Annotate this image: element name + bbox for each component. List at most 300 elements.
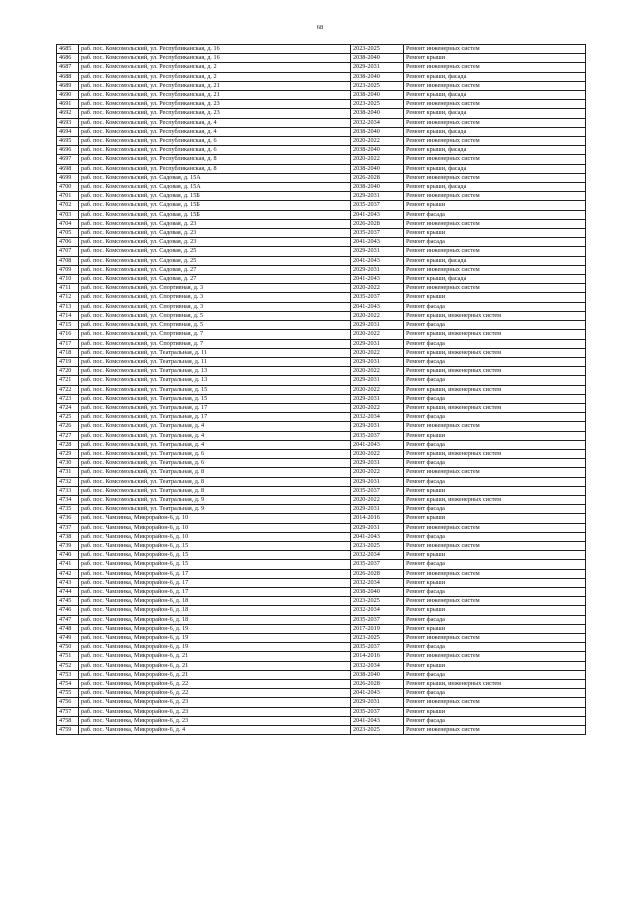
period-cell: 2020-2022: [351, 311, 404, 320]
table-row: [57, 45, 586, 54]
work-type-cell: Ремонт крыши, фасада: [404, 146, 586, 155]
work-type-cell: Ремонт инженерных систем: [404, 541, 586, 550]
work-type-cell: Ремонт фасада: [404, 321, 586, 330]
work-type-cell: Ремонт инженерных систем: [404, 81, 586, 90]
row-number-cell: 4759: [57, 726, 79, 735]
period-cell: 2038-2040: [351, 164, 404, 173]
period-cell: 2041-2043: [351, 256, 404, 265]
work-type-cell: Ремонт инженерных систем: [404, 698, 586, 707]
work-type-cell: Ремонт крыши, фасада: [404, 183, 586, 192]
period-cell: 2026-2028: [351, 680, 404, 689]
address-cell: раб. пос. Комсомольский, ул. Театральная, д. 13: [79, 376, 351, 385]
row-number-cell: 4723: [57, 394, 79, 403]
table-row: [57, 81, 586, 90]
period-cell: 2029-2031: [351, 192, 404, 201]
address-cell: раб. пос. Комсомольский, ул. Республиканская, д. 16: [79, 45, 351, 54]
work-type-cell: Ремонт инженерных систем: [404, 634, 586, 643]
row-number-cell: 4710: [57, 275, 79, 284]
row-number-cell: 4700: [57, 183, 79, 192]
table-row: [57, 91, 586, 100]
period-cell: 2020-2022: [351, 385, 404, 394]
table-row: [57, 284, 586, 293]
address-cell: раб. пос. Комсомольский, ул. Садовая, д. 15А: [79, 183, 351, 192]
work-type-cell: Ремонт фасада: [404, 505, 586, 514]
table-row: [57, 606, 586, 615]
address-cell: раб. пос. Комсомольский, ул. Театральная, д. 4: [79, 422, 351, 431]
table-row: [57, 523, 586, 532]
table-row: [57, 173, 586, 182]
row-number-cell: 4694: [57, 127, 79, 136]
row-number-cell: 4703: [57, 210, 79, 219]
address-cell: раб. пос. Комсомольский, ул. Театральная, д. 8: [79, 468, 351, 477]
period-cell: 2035-2037: [351, 560, 404, 569]
work-type-cell: Ремонт фасада: [404, 394, 586, 403]
row-number-cell: 4701: [57, 192, 79, 201]
address-cell: раб. пос. Комсомольский, ул. Республиканская, д. 8: [79, 164, 351, 173]
row-number-cell: 4704: [57, 219, 79, 228]
period-cell: 2023-2025: [351, 45, 404, 54]
table-row: [57, 229, 586, 238]
row-number-cell: 4756: [57, 698, 79, 707]
work-type-cell: Ремонт инженерных систем: [404, 597, 586, 606]
work-type-cell: Ремонт фасада: [404, 376, 586, 385]
work-type-cell: Ремонт инженерных систем: [404, 468, 586, 477]
table-row: [57, 63, 586, 72]
period-cell: 2029-2031: [351, 505, 404, 514]
work-type-cell: Ремонт фасада: [404, 643, 586, 652]
table-row: [57, 541, 586, 550]
period-cell: 2038-2040: [351, 91, 404, 100]
period-cell: 2032-2034: [351, 413, 404, 422]
row-number-cell: 4693: [57, 118, 79, 127]
table-row: [57, 569, 586, 578]
address-cell: раб. пос. Комсомольский, ул. Республиканская, д. 8: [79, 155, 351, 164]
period-cell: 2017-2019: [351, 624, 404, 633]
period-cell: 2035-2037: [351, 643, 404, 652]
table-row: [57, 440, 586, 449]
address-cell: раб. пос. Комсомольский, ул. Спортивная, д. 3: [79, 293, 351, 302]
address-cell: раб. пос. Чамзинка, Микрорайон-6, д. 18: [79, 597, 351, 606]
period-cell: 2023-2025: [351, 726, 404, 735]
row-number-cell: 4750: [57, 643, 79, 652]
row-number-cell: 4719: [57, 357, 79, 366]
table-row: [57, 422, 586, 431]
table-row: [57, 449, 586, 458]
period-cell: 2041-2043: [351, 210, 404, 219]
address-cell: раб. пос. Чамзинка, Микрорайон-6, д. 15: [79, 551, 351, 560]
table-row: [57, 560, 586, 569]
row-number-cell: 4713: [57, 302, 79, 311]
row-number-cell: 4733: [57, 486, 79, 495]
table-row: [57, 459, 586, 468]
table-row: [57, 578, 586, 587]
table-row: [57, 495, 586, 504]
row-number-cell: 4746: [57, 606, 79, 615]
work-type-cell: Ремонт фасада: [404, 459, 586, 468]
address-cell: раб. пос. Чамзинка, Микрорайон-6, д. 15: [79, 541, 351, 550]
table-row: [57, 137, 586, 146]
row-number-cell: 4732: [57, 477, 79, 486]
work-type-cell: Ремонт инженерных систем: [404, 137, 586, 146]
row-number-cell: 4712: [57, 293, 79, 302]
work-type-cell: Ремонт крыши: [404, 431, 586, 440]
row-number-cell: 4758: [57, 716, 79, 725]
table-row: [57, 597, 586, 606]
address-cell: раб. пос. Комсомольский, ул. Спортивная, д. 7: [79, 339, 351, 348]
work-type-cell: Ремонт фасада: [404, 357, 586, 366]
table-row: [57, 689, 586, 698]
table-row: [57, 146, 586, 155]
period-cell: 2029-2031: [351, 523, 404, 532]
period-cell: 2029-2031: [351, 357, 404, 366]
work-type-cell: Ремонт фасада: [404, 670, 586, 679]
registry-table: [56, 44, 586, 735]
table-row: [57, 477, 586, 486]
table-row: [57, 661, 586, 670]
table-row: [57, 413, 586, 422]
row-number-cell: 4724: [57, 403, 79, 412]
work-type-cell: Ремонт крыши, инженерных систем: [404, 367, 586, 376]
registry-table-body: [57, 45, 586, 735]
row-number-cell: 4686: [57, 54, 79, 63]
row-number-cell: 4718: [57, 348, 79, 357]
page-number: 68: [316, 24, 324, 31]
address-cell: раб. пос. Комсомольский, ул. Театральная, д. 9: [79, 505, 351, 514]
table-row: [57, 514, 586, 523]
table-row: [57, 624, 586, 633]
row-number-cell: 4720: [57, 367, 79, 376]
row-number-cell: 4691: [57, 100, 79, 109]
work-type-cell: Ремонт крыши: [404, 201, 586, 210]
table-row: [57, 634, 586, 643]
period-cell: 2020-2022: [351, 284, 404, 293]
address-cell: раб. пос. Комсомольский, ул. Садовая, д. 25: [79, 247, 351, 256]
period-cell: 2038-2040: [351, 183, 404, 192]
table-row: [57, 587, 586, 596]
row-number-cell: 4737: [57, 523, 79, 532]
work-type-cell: Ремонт крыши, инженерных систем: [404, 311, 586, 320]
row-number-cell: 4740: [57, 551, 79, 560]
address-cell: раб. пос. Чамзинка, Микрорайон-6, д. 17: [79, 569, 351, 578]
address-cell: раб. пос. Комсомольский, ул. Театральная, д. 11: [79, 357, 351, 366]
address-cell: раб. пос. Комсомольский, ул. Театральная, д. 6: [79, 449, 351, 458]
row-number-cell: 4707: [57, 247, 79, 256]
address-cell: раб. пос. Комсомольский, ул. Спортивная, д. 7: [79, 330, 351, 339]
period-cell: 2032-2034: [351, 578, 404, 587]
address-cell: раб. пос. Чамзинка, Микрорайон-6, д. 10: [79, 532, 351, 541]
row-number-cell: 4752: [57, 661, 79, 670]
row-number-cell: 4696: [57, 146, 79, 155]
row-number-cell: 4685: [57, 45, 79, 54]
period-cell: 2041-2043: [351, 689, 404, 698]
row-number-cell: 4695: [57, 137, 79, 146]
period-cell: 2029-2031: [351, 422, 404, 431]
period-cell: 2029-2031: [351, 394, 404, 403]
table-row: [57, 707, 586, 716]
table-row: [57, 551, 586, 560]
table-row: [57, 219, 586, 228]
work-type-cell: Ремонт инженерных систем: [404, 265, 586, 274]
table-row: [57, 109, 586, 118]
period-cell: 2038-2040: [351, 72, 404, 81]
period-cell: 2029-2031: [351, 321, 404, 330]
address-cell: раб. пос. Чамзинка, Микрорайон-6, д. 4: [79, 726, 351, 735]
row-number-cell: 4745: [57, 597, 79, 606]
address-cell: раб. пос. Комсомольский, ул. Садовая, д. 23: [79, 219, 351, 228]
address-cell: раб. пос. Комсомольский, ул. Театральная, д. 9: [79, 495, 351, 504]
address-cell: раб. пос. Чамзинка, Микрорайон-6, д. 23: [79, 698, 351, 707]
work-type-cell: Ремонт инженерных систем: [404, 100, 586, 109]
address-cell: раб. пос. Комсомольский, ул. Театральная, д. 8: [79, 486, 351, 495]
work-type-cell: Ремонт фасада: [404, 532, 586, 541]
work-type-cell: Ремонт инженерных систем: [404, 523, 586, 532]
period-cell: 2029-2031: [351, 698, 404, 707]
period-cell: 2038-2040: [351, 670, 404, 679]
table-row: [57, 247, 586, 256]
period-cell: 2038-2040: [351, 127, 404, 136]
address-cell: раб. пос. Комсомольский, ул. Театральная, д. 4: [79, 431, 351, 440]
work-type-cell: Ремонт инженерных систем: [404, 155, 586, 164]
work-type-cell: Ремонт крыши: [404, 229, 586, 238]
period-cell: 2041-2043: [351, 440, 404, 449]
table-row: [57, 192, 586, 201]
address-cell: раб. пос. Комсомольский, ул. Театральная, д. 13: [79, 367, 351, 376]
period-cell: 2035-2037: [351, 293, 404, 302]
table-row: [57, 265, 586, 274]
table-row: [57, 238, 586, 247]
work-type-cell: Ремонт крыши, фасада: [404, 164, 586, 173]
address-cell: раб. пос. Комсомольский, ул. Спортивная, д. 5: [79, 311, 351, 320]
work-type-cell: Ремонт крыши, фасада: [404, 91, 586, 100]
period-cell: 2035-2037: [351, 486, 404, 495]
table-row: [57, 127, 586, 136]
work-type-cell: Ремонт фасада: [404, 587, 586, 596]
work-type-cell: Ремонт крыши: [404, 578, 586, 587]
row-number-cell: 4690: [57, 91, 79, 100]
row-number-cell: 4734: [57, 495, 79, 504]
table-row: [57, 339, 586, 348]
period-cell: 2020-2022: [351, 367, 404, 376]
table-row: [57, 293, 586, 302]
table-row: [57, 256, 586, 265]
address-cell: раб. пос. Чамзинка, Микрорайон-6, д. 17: [79, 578, 351, 587]
table-row: [57, 100, 586, 109]
address-cell: раб. пос. Комсомольский, ул. Театральная, д. 8: [79, 477, 351, 486]
work-type-cell: Ремонт фасада: [404, 689, 586, 698]
period-cell: 2041-2043: [351, 716, 404, 725]
period-cell: 2020-2022: [351, 330, 404, 339]
table-row: [57, 275, 586, 284]
work-type-cell: Ремонт фасада: [404, 560, 586, 569]
table-row: [57, 348, 586, 357]
row-number-cell: 4715: [57, 321, 79, 330]
address-cell: раб. пос. Комсомольский, ул. Садовая, д. 25: [79, 256, 351, 265]
table-row: [57, 385, 586, 394]
address-cell: раб. пос. Комсомольский, ул. Садовая, д. 15А: [79, 173, 351, 182]
row-number-cell: 4726: [57, 422, 79, 431]
address-cell: раб. пос. Комсомольский, ул. Республиканская, д. 23: [79, 100, 351, 109]
row-number-cell: 4748: [57, 624, 79, 633]
row-number-cell: 4702: [57, 201, 79, 210]
address-cell: раб. пос. Комсомольский, ул. Садовая, д. 15Б: [79, 192, 351, 201]
address-cell: раб. пос. Комсомольский, ул. Театральная, д. 4: [79, 440, 351, 449]
row-number-cell: 4709: [57, 265, 79, 274]
work-type-cell: Ремонт инженерных систем: [404, 192, 586, 201]
row-number-cell: 4730: [57, 459, 79, 468]
address-cell: раб. пос. Комсомольский, ул. Садовая, д. 23: [79, 229, 351, 238]
row-number-cell: 4739: [57, 541, 79, 550]
table-row: [57, 403, 586, 412]
period-cell: 2026-2028: [351, 219, 404, 228]
address-cell: раб. пос. Чамзинка, Микрорайон-6, д. 10: [79, 523, 351, 532]
row-number-cell: 4747: [57, 615, 79, 624]
period-cell: 2035-2037: [351, 707, 404, 716]
period-cell: 2032-2034: [351, 606, 404, 615]
row-number-cell: 4742: [57, 569, 79, 578]
address-cell: раб. пос. Комсомольский, ул. Республиканская, д. 23: [79, 109, 351, 118]
address-cell: раб. пос. Комсомольский, ул. Республиканская, д. 4: [79, 127, 351, 136]
work-type-cell: Ремонт крыши, инженерных систем: [404, 348, 586, 357]
period-cell: 2032-2034: [351, 118, 404, 127]
row-number-cell: 4751: [57, 652, 79, 661]
table-row: [57, 357, 586, 366]
table-row: [57, 680, 586, 689]
table-row: [57, 183, 586, 192]
row-number-cell: 4743: [57, 578, 79, 587]
period-cell: 2041-2043: [351, 302, 404, 311]
period-cell: 2023-2025: [351, 541, 404, 550]
table-row: [57, 615, 586, 624]
row-number-cell: 4755: [57, 689, 79, 698]
period-cell: 2032-2034: [351, 661, 404, 670]
work-type-cell: Ремонт фасада: [404, 440, 586, 449]
address-cell: раб. пос. Чамзинка, Микрорайон-6, д. 18: [79, 615, 351, 624]
period-cell: 2038-2040: [351, 54, 404, 63]
row-number-cell: 4722: [57, 385, 79, 394]
table-row: [57, 376, 586, 385]
period-cell: 2035-2037: [351, 201, 404, 210]
address-cell: раб. пос. Комсомольский, ул. Республиканская, д. 21: [79, 91, 351, 100]
work-type-cell: Ремонт фасада: [404, 339, 586, 348]
table-row: [57, 201, 586, 210]
period-cell: 2035-2037: [351, 431, 404, 440]
row-number-cell: 4692: [57, 109, 79, 118]
address-cell: раб. пос. Комсомольский, ул. Республиканская, д. 2: [79, 72, 351, 81]
address-cell: раб. пос. Комсомольский, ул. Республиканская, д. 4: [79, 118, 351, 127]
address-cell: раб. пос. Комсомольский, ул. Садовая, д. 23: [79, 238, 351, 247]
table-row: [57, 321, 586, 330]
work-type-cell: Ремонт крыши, инженерных систем: [404, 385, 586, 394]
period-cell: 2029-2031: [351, 459, 404, 468]
period-cell: 2020-2022: [351, 137, 404, 146]
address-cell: раб. пос. Комсомольский, ул. Театральная, д. 15: [79, 394, 351, 403]
row-number-cell: 4698: [57, 164, 79, 173]
table-row: [57, 505, 586, 514]
work-type-cell: Ремонт крыши: [404, 661, 586, 670]
work-type-cell: Ремонт инженерных систем: [404, 118, 586, 127]
address-cell: раб. пос. Комсомольский, ул. Садовая, д. 27: [79, 275, 351, 284]
work-type-cell: Ремонт фасада: [404, 716, 586, 725]
work-type-cell: Ремонт инженерных систем: [404, 652, 586, 661]
work-type-cell: Ремонт крыши, фасада: [404, 275, 586, 284]
work-type-cell: Ремонт крыши: [404, 606, 586, 615]
period-cell: 2023-2025: [351, 100, 404, 109]
period-cell: 2020-2022: [351, 495, 404, 504]
work-type-cell: Ремонт крыши: [404, 293, 586, 302]
row-number-cell: 4699: [57, 173, 79, 182]
period-cell: 2026-2028: [351, 569, 404, 578]
period-cell: 2026-2028: [351, 173, 404, 182]
period-cell: 2014-2016: [351, 514, 404, 523]
row-number-cell: 4689: [57, 81, 79, 90]
row-number-cell: 4741: [57, 560, 79, 569]
period-cell: 2029-2031: [351, 63, 404, 72]
table-row: [57, 118, 586, 127]
address-cell: раб. пос. Комсомольский, ул. Республиканская, д. 16: [79, 54, 351, 63]
address-cell: раб. пос. Комсомольский, ул. Спортивная, д. 3: [79, 284, 351, 293]
work-type-cell: Ремонт крыши: [404, 514, 586, 523]
address-cell: раб. пос. Чамзинка, Микрорайон-6, д. 23: [79, 716, 351, 725]
address-cell: раб. пос. Комсомольский, ул. Садовая, д. 15Б: [79, 201, 351, 210]
period-cell: 2020-2022: [351, 403, 404, 412]
work-type-cell: Ремонт крыши, фасада: [404, 127, 586, 136]
row-number-cell: 4687: [57, 63, 79, 72]
period-cell: 2035-2037: [351, 615, 404, 624]
address-cell: раб. пос. Комсомольский, ул. Спортивная, д. 5: [79, 321, 351, 330]
table-row: [57, 716, 586, 725]
row-number-cell: 4757: [57, 707, 79, 716]
address-cell: раб. пос. Чамзинка, Микрорайон-6, д. 19: [79, 634, 351, 643]
address-cell: раб. пос. Комсомольский, ул. Театральная, д. 6: [79, 459, 351, 468]
period-cell: 2029-2031: [351, 247, 404, 256]
row-number-cell: 4731: [57, 468, 79, 477]
row-number-cell: 4717: [57, 339, 79, 348]
period-cell: 2041-2043: [351, 532, 404, 541]
table-row: [57, 652, 586, 661]
address-cell: раб. пос. Комсомольский, ул. Республиканская, д. 2: [79, 63, 351, 72]
work-type-cell: Ремонт крыши: [404, 624, 586, 633]
row-number-cell: 4727: [57, 431, 79, 440]
work-type-cell: Ремонт инженерных систем: [404, 247, 586, 256]
address-cell: раб. пос. Комсомольский, ул. Театральная, д. 15: [79, 385, 351, 394]
address-cell: раб. пос. Чамзинка, Микрорайон-6, д. 21: [79, 670, 351, 679]
period-cell: 2020-2022: [351, 348, 404, 357]
table-row: [57, 670, 586, 679]
row-number-cell: 4754: [57, 680, 79, 689]
period-cell: 2020-2022: [351, 155, 404, 164]
work-type-cell: Ремонт инженерных систем: [404, 569, 586, 578]
period-cell: 2029-2031: [351, 339, 404, 348]
address-cell: раб. пос. Комсомольский, ул. Республиканская, д. 6: [79, 137, 351, 146]
work-type-cell: Ремонт инженерных систем: [404, 173, 586, 182]
work-type-cell: Ремонт крыши, фасада: [404, 109, 586, 118]
table-row: [57, 311, 586, 320]
work-type-cell: Ремонт инженерных систем: [404, 284, 586, 293]
row-number-cell: 4716: [57, 330, 79, 339]
work-type-cell: Ремонт инженерных систем: [404, 45, 586, 54]
table-row: [57, 726, 586, 735]
table-row: [57, 486, 586, 495]
row-number-cell: 4705: [57, 229, 79, 238]
row-number-cell: 4738: [57, 532, 79, 541]
table-row: [57, 155, 586, 164]
work-type-cell: Ремонт крыши, фасада: [404, 256, 586, 265]
row-number-cell: 4697: [57, 155, 79, 164]
work-type-cell: Ремонт инженерных систем: [404, 63, 586, 72]
period-cell: 2023-2025: [351, 81, 404, 90]
table-row: [57, 72, 586, 81]
row-number-cell: 4711: [57, 284, 79, 293]
